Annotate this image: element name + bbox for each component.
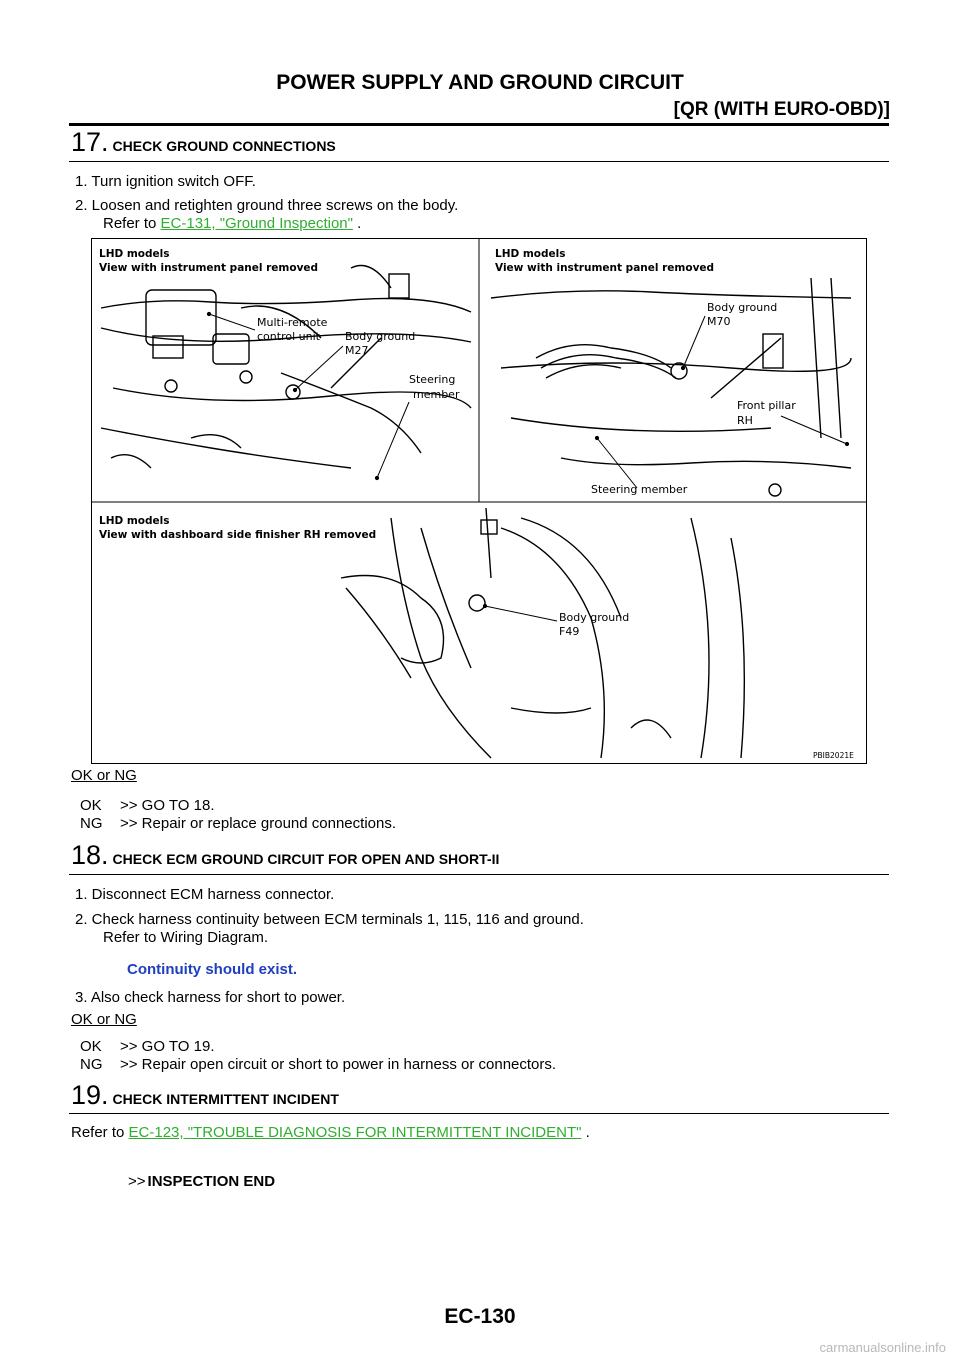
page-number: EC-130 <box>444 1305 516 1328</box>
callout-body-ground-m70: Body ground <box>707 301 778 314</box>
panel-3-label-1: LHD models <box>99 515 170 527</box>
callout-m70: M70 <box>707 315 731 328</box>
ok-text: >> GO TO 18. <box>120 797 215 814</box>
step-17-heading <box>71 127 336 158</box>
step-number: 17. <box>71 127 109 157</box>
step-item: 2. Check harness continuity between ECM terminals 1, 115, 116 and ground. <box>75 911 584 928</box>
step-item: 1. Disconnect ECM harness connector. <box>75 886 335 903</box>
ground-locations-figure <box>91 238 867 764</box>
callout-steering-2: member <box>413 388 460 401</box>
figure-code: PBIB2021E <box>813 751 854 760</box>
ok-ng-label: OK or NG <box>71 767 137 784</box>
step-number: 19. <box>71 1080 109 1110</box>
callout-front-pillar-1: Front pillar <box>737 399 796 412</box>
panel-1-label-2: View with instrument panel removed <box>99 262 319 274</box>
callout-multi-remote-2: control unit <box>257 330 320 343</box>
end-arrow: >> <box>128 1173 146 1190</box>
step-item: Refer to Wiring Diagram. <box>103 929 269 946</box>
step-item: 3. Also check harness for short to power. <box>75 989 346 1006</box>
step-18-heading <box>71 840 499 871</box>
end-text: INSPECTION END <box>147 1173 276 1190</box>
step-item: 1. Turn ignition switch OFF. <box>75 173 256 190</box>
panel-1-label-1: LHD models <box>99 248 170 260</box>
step-rule <box>69 1113 889 1114</box>
ok-text: >> GO TO 19. <box>120 1038 215 1055</box>
step-rule <box>69 161 889 162</box>
callout-body-ground-f49: Body ground <box>559 611 630 624</box>
step-title: CHECK INTERMITTENT INCIDENT <box>112 1091 339 1107</box>
inspection-end <box>128 1172 275 1191</box>
callout-steering-member: Steering member <box>591 483 688 496</box>
callout-m27: M27 <box>345 344 369 357</box>
ng-key: NG <box>80 1056 103 1073</box>
refer-prefix: Refer to <box>71 1124 129 1141</box>
panel-3-label-2: View with dashboard side finisher RH removed <box>99 529 377 541</box>
refer-line <box>71 1123 590 1142</box>
callout-steering-1: Steering <box>409 373 456 386</box>
refer-line <box>103 214 361 233</box>
panel-2-label-2: View with instrument panel removed <box>495 262 715 274</box>
step-title: CHECK ECM GROUND CIRCUIT FOR OPEN AND SHORT-II <box>112 851 500 867</box>
refer-suffix: . <box>581 1124 590 1141</box>
watermark: carmanualsonline.info <box>819 1340 946 1355</box>
ng-text: >> Repair open circuit or short to power in harness or connectors. <box>120 1056 557 1073</box>
ng-text: >> Repair or replace ground connections. <box>120 815 397 832</box>
refer-suffix: . <box>352 215 362 232</box>
ng-branch <box>80 815 396 832</box>
ok-ng-label: OK or NG <box>71 1011 137 1028</box>
step-number: 18. <box>71 840 109 870</box>
ng-branch <box>80 1056 556 1073</box>
callout-f49: F49 <box>559 625 580 638</box>
ground-inspection-link[interactable]: EC-131, "Ground Inspection" <box>160 215 353 232</box>
step-19-heading <box>71 1080 339 1111</box>
ok-key: OK <box>80 797 102 814</box>
header-rule <box>69 123 889 126</box>
spec-text: Continuity should exist. <box>127 961 298 978</box>
page-subtitle: [QR (WITH EURO-OBD)] <box>673 99 890 120</box>
panel-2-label-1: LHD models <box>495 248 566 260</box>
callout-front-pillar-2: RH <box>737 414 753 427</box>
callout-multi-remote-1: Multi-remote <box>257 316 328 329</box>
intermittent-incident-link[interactable]: EC-123, "TROUBLE DIAGNOSIS FOR INTERMITTENT INCIDENT" <box>128 1124 582 1141</box>
page-title: POWER SUPPLY AND GROUND CIRCUIT <box>276 71 684 94</box>
refer-prefix: Refer to <box>103 215 161 232</box>
step-item: 2. Loosen and retighten ground three screws on the body. <box>75 197 459 214</box>
ng-key: NG <box>80 815 103 832</box>
step-title: CHECK GROUND CONNECTIONS <box>112 138 336 154</box>
ok-branch <box>80 1038 215 1055</box>
step-rule <box>69 874 889 875</box>
ok-key: OK <box>80 1038 102 1055</box>
callout-body-ground-m27: Body ground <box>345 330 416 343</box>
ok-branch <box>80 797 215 814</box>
